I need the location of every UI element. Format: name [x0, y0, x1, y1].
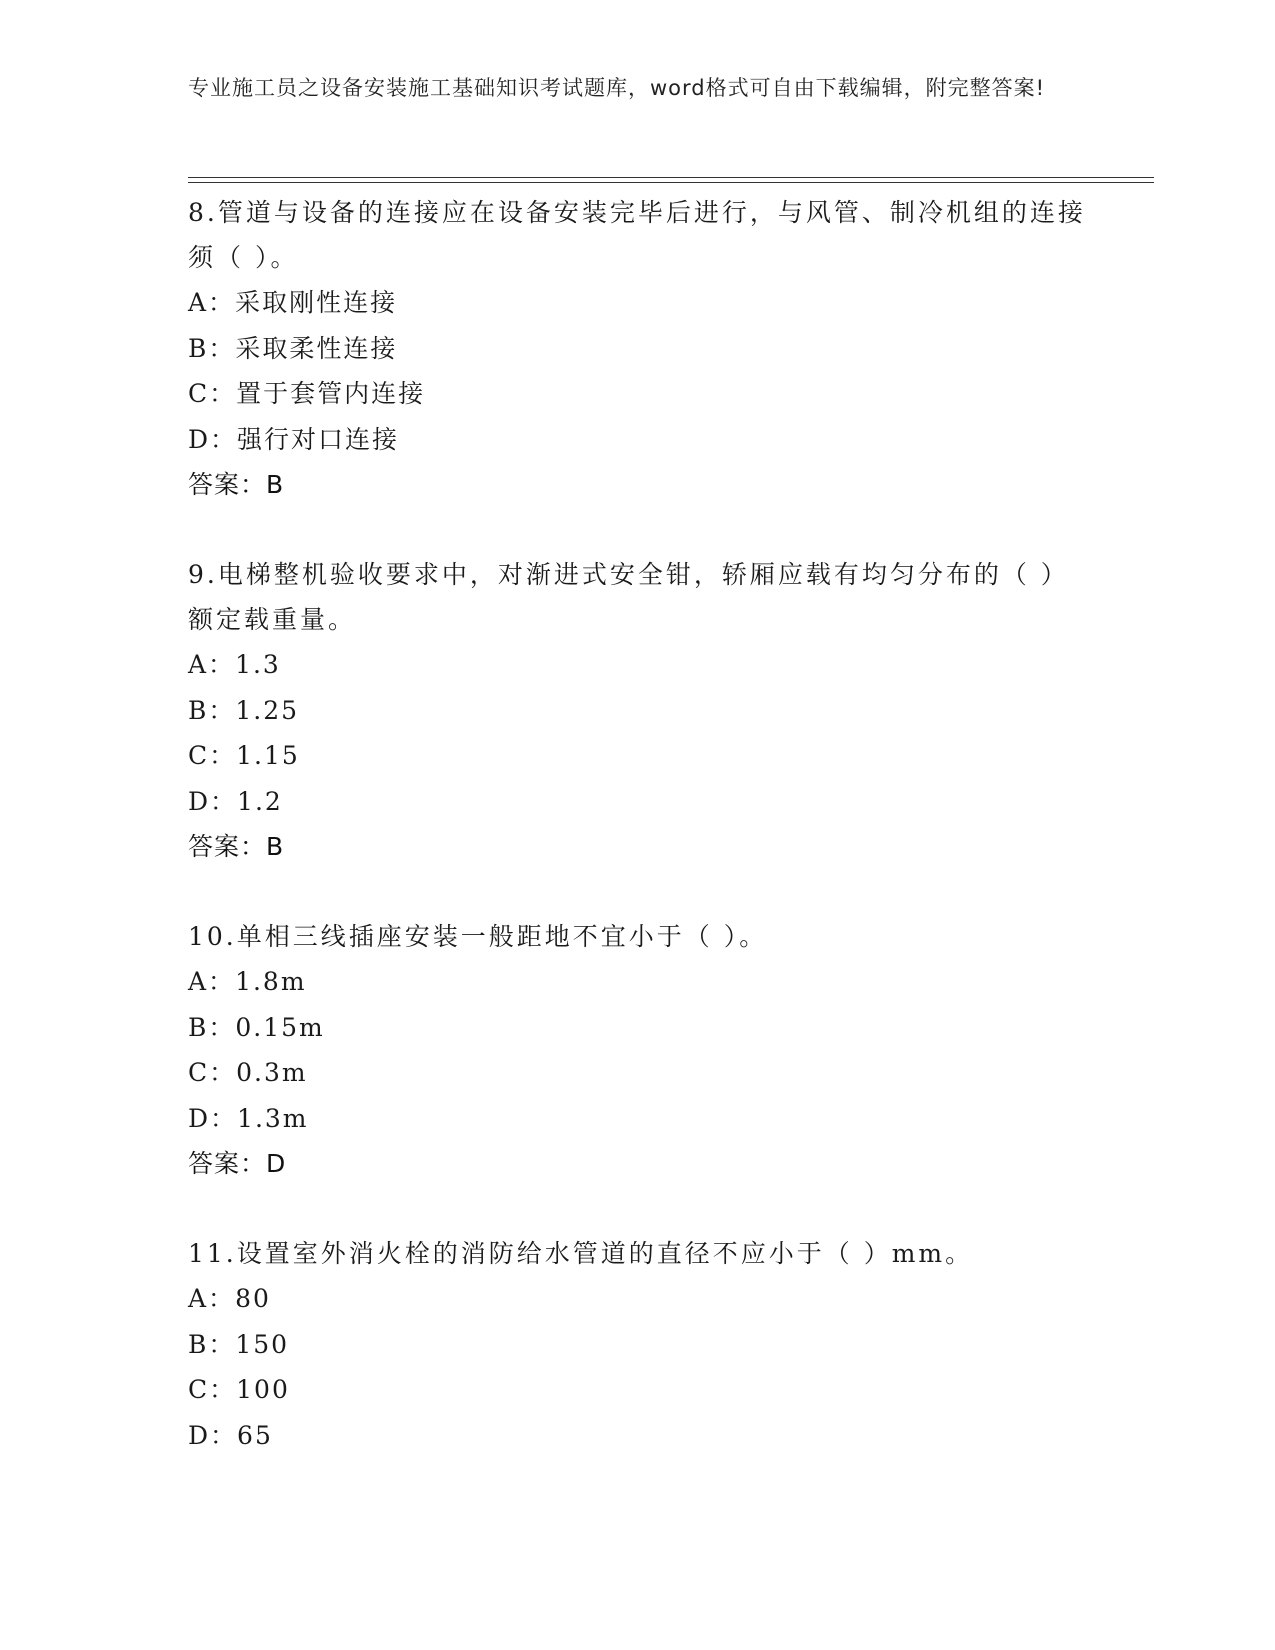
- option-c: [188, 1367, 1088, 1413]
- option-key: D：: [188, 786, 238, 816]
- option-key: C：: [188, 1058, 237, 1087]
- option-key: A：: [188, 967, 236, 996]
- question-10: [188, 914, 1088, 1186]
- option-value: 0.15m: [235, 1012, 325, 1042]
- spacer: [188, 869, 1088, 914]
- option-value: 1.3m: [237, 1103, 309, 1133]
- option-a: [188, 642, 1088, 688]
- option-value: 置于套管内连接: [236, 379, 426, 408]
- option-key: A：: [188, 650, 236, 679]
- question-text: 10.单相三线插座安装一般距地不宜小于（ ）。: [188, 922, 768, 951]
- option-value: 1.2: [237, 786, 283, 816]
- option-value: 采取柔性连接: [235, 333, 398, 363]
- option-b: [188, 688, 1088, 734]
- option-key: C：: [188, 741, 237, 770]
- option-b: [188, 326, 1088, 372]
- option-a: [188, 959, 1088, 1005]
- option-value: 65: [237, 1420, 273, 1450]
- option-key: B：: [188, 1012, 236, 1042]
- option-value: 0.3m: [236, 1058, 308, 1087]
- option-key: D：: [188, 424, 238, 454]
- option-key: A：: [188, 1284, 236, 1313]
- option-value: 1.25: [235, 695, 300, 725]
- question-text: 8.管道与设备的连接应在设备安装完毕后进行，与风管、制冷机组的连接须（ ）。: [188, 198, 1086, 272]
- spacer: [188, 507, 1088, 552]
- option-a: [188, 280, 1088, 326]
- option-d: [188, 1413, 1088, 1459]
- option-key: B：: [188, 695, 236, 725]
- option-c: [188, 733, 1088, 779]
- header-divider-bottom: [188, 182, 1154, 183]
- option-value: 1.8m: [235, 967, 307, 996]
- option-d: [188, 1096, 1088, 1142]
- option-value: 采取刚性连接: [235, 288, 398, 317]
- header-divider-top: [188, 177, 1154, 178]
- option-key: A：: [188, 288, 236, 317]
- option-d: [188, 779, 1088, 825]
- option-value: 100: [236, 1375, 290, 1404]
- question-11: [188, 1231, 1088, 1458]
- option-a: [188, 1276, 1088, 1322]
- option-value: 80: [235, 1284, 271, 1313]
- option-key: C：: [188, 1375, 237, 1404]
- option-key: D：: [188, 1103, 238, 1133]
- option-key: C：: [188, 379, 237, 408]
- question-9: [188, 552, 1088, 869]
- option-b: [188, 1322, 1088, 1368]
- option-key: D：: [188, 1420, 238, 1450]
- answer-line: 答案：B: [188, 470, 285, 499]
- option-value: 强行对口连接: [237, 424, 400, 454]
- question-8: [188, 190, 1088, 507]
- option-d: [188, 417, 1088, 463]
- option-key: B：: [188, 333, 236, 363]
- spacer: [188, 1186, 1088, 1231]
- question-text: 9.电梯整机验收要求中，对渐进式安全钳，轿厢应载有均匀分布的（ ）额定载重量。: [188, 560, 1069, 634]
- option-c: [188, 371, 1088, 417]
- question-list: [188, 190, 1088, 1458]
- option-b: [188, 1005, 1088, 1051]
- answer-line: 答案：B: [188, 832, 285, 861]
- document-intro: 专业施工员之设备安装施工基础知识考试题库，word格式可自由下载编辑，附完整答案!: [188, 76, 1046, 100]
- option-value: 1.3: [235, 650, 281, 679]
- option-key: B：: [188, 1329, 236, 1359]
- option-c: [188, 1050, 1088, 1096]
- question-text: 11.设置室外消火栓的消防给水管道的直径不应小于（ ）mm。: [188, 1239, 974, 1268]
- answer-line: 答案：D: [188, 1149, 287, 1178]
- option-value: 1.15: [236, 741, 300, 770]
- option-value: 150: [235, 1329, 290, 1359]
